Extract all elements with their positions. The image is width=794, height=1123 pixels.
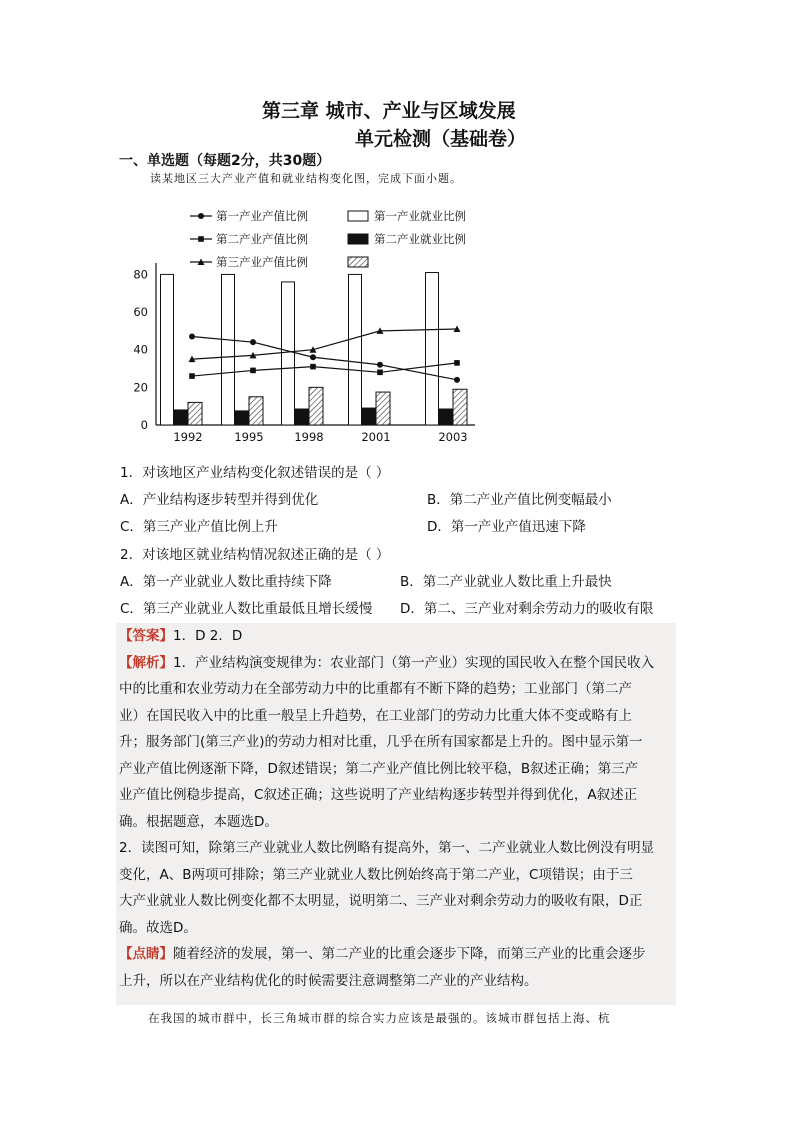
analysis-line: 大产业就业人数比例变化都不太明显，说明第二、三产业对剩余劳动力的吸收有限，D正 bbox=[119, 893, 643, 909]
y-tick-label: 60 bbox=[133, 305, 148, 320]
document-title-line1: 第三章 城市、产业与区域发展 bbox=[262, 100, 516, 122]
chart-legend bbox=[190, 209, 466, 269]
bar-mark bbox=[161, 274, 174, 425]
legend-bar-swatch bbox=[348, 234, 368, 244]
legend-label: 第一产业产值比例 bbox=[216, 209, 308, 223]
bar-mark bbox=[188, 402, 202, 425]
bar-mark bbox=[376, 392, 390, 425]
series-point bbox=[310, 364, 316, 370]
analysis-line: 业产值比例稳步提高，C叙述正确；这些说明了产业结构逐步转型并得到优化，A叙述正 bbox=[119, 787, 638, 803]
bar-mark bbox=[175, 410, 188, 425]
bar-mark bbox=[236, 411, 249, 425]
question-1-option-d[interactable]: D．第一产业产值迅速下降 bbox=[427, 519, 586, 535]
question-2-option-c[interactable]: C．第三产业就业人数比重最低且增长缓慢 bbox=[120, 601, 373, 617]
analysis-line: 升；服务部门(第三产业)的劳动力相对比重，几乎在所有国家都是上升的。图中显示第一 bbox=[119, 734, 643, 750]
series-point bbox=[250, 368, 256, 374]
bar-mark bbox=[453, 389, 467, 425]
legend-label: 第二产业产值比例 bbox=[216, 232, 308, 246]
legend-bar-swatch bbox=[348, 257, 368, 267]
question-2-option-a[interactable]: A．第一产业就业人数比重持续下降 bbox=[120, 574, 332, 590]
bar-mark bbox=[296, 409, 309, 425]
analysis-line: 确。故选D。 bbox=[119, 919, 197, 936]
bar-mark bbox=[282, 282, 295, 425]
series-point bbox=[310, 354, 316, 360]
y-tick-label: 80 bbox=[133, 267, 148, 282]
legend-marker-icon bbox=[198, 213, 204, 219]
document-title-line2: 单元检测（基础卷） bbox=[355, 128, 527, 150]
tip-label: 【点睛】 bbox=[119, 946, 173, 962]
series-point bbox=[189, 373, 195, 379]
legend-label: 第三产业产值比例 bbox=[216, 255, 308, 269]
analysis-line: 变化，A、B两项可排除；第三产业就业人数比例始终高于第二产业，C项错误；由于三 bbox=[119, 866, 633, 883]
bar-mark bbox=[363, 408, 376, 425]
analysis-line: 确。根据题意，本题选D。 bbox=[119, 813, 278, 830]
bar-mark bbox=[222, 274, 235, 425]
section-heading: 一、单选题（每题2分，共30题） bbox=[119, 153, 331, 169]
industry-structure-chart bbox=[120, 200, 500, 450]
analysis-line-1: 【解析】1．产业结构演变规律为：农业部门（第一产业）实现的国民收入在整个国民收入 bbox=[119, 654, 655, 671]
series-point bbox=[250, 339, 256, 345]
answer-label: 【答案】 bbox=[119, 628, 173, 644]
analysis-line: 中的比重和农业劳动力在全部劳动力中的比重都有不断下降的趋势；工业部门（第二产 bbox=[119, 681, 632, 697]
question-2-stem: 2．对该地区就业结构情况叙述正确的是（ ） bbox=[120, 547, 390, 563]
x-tick-label: 1995 bbox=[234, 430, 264, 444]
question-intro: 读某地区三大产业产值和就业结构变化图，完成下面小题。 bbox=[150, 172, 462, 185]
series-point bbox=[454, 377, 460, 383]
question-2-option-b[interactable]: B．第二产业就业人数比重上升最快 bbox=[400, 574, 612, 590]
chart-x-labels bbox=[173, 430, 467, 444]
answer-analysis-box bbox=[116, 623, 676, 1005]
tip-line-1: 【点睛】随着经济的发展，第一、第二产业的比重会逐步下降，而第三产业的比重会逐步 bbox=[119, 946, 646, 962]
question-1-option-a[interactable]: A．产业结构逐步转型并得到优化 bbox=[120, 492, 319, 508]
bar-mark bbox=[426, 273, 439, 425]
analysis-line: 产业产值比例逐渐下降，D叙述错误；第二产业产值比例比较平稳，B叙述正确；第三产 bbox=[119, 760, 639, 777]
answer-line bbox=[119, 623, 654, 650]
legend-bar-swatch bbox=[348, 211, 368, 221]
legend-label: 第二产业就业比例 bbox=[374, 232, 466, 246]
bar-mark bbox=[309, 387, 323, 425]
bar-mark bbox=[249, 397, 263, 425]
next-question-intro: 在我国的城市群中，长三角城市群的综合实力应该是最强的。该城市群包括上海、杭 bbox=[148, 1011, 611, 1025]
x-tick-label: 1998 bbox=[294, 430, 324, 444]
analysis-line: 业）在国民收入中的比重一般呈上升趋势，在工业部门的劳动力比重大体不变或略有上 bbox=[119, 707, 632, 724]
question-1-option-b[interactable]: B．第二产业产值比例变幅最小 bbox=[427, 492, 612, 508]
legend-marker-icon bbox=[198, 236, 204, 242]
y-tick-label: 40 bbox=[133, 342, 148, 357]
y-tick-label: 20 bbox=[133, 380, 148, 395]
analysis-label: 【解析】 bbox=[119, 654, 173, 671]
analysis-line: 2．读图可知，除第三产业就业人数比例略有提高外，第一、二产业就业人数比例没有明显 bbox=[119, 840, 655, 856]
y-tick-label: 0 bbox=[140, 418, 148, 432]
question-1-option-c[interactable]: C．第三产业产值比例上升 bbox=[120, 519, 278, 535]
series-point bbox=[377, 362, 383, 368]
series-point bbox=[189, 334, 195, 340]
answer-text: 1．D 2．D bbox=[173, 628, 243, 644]
legend-label: 第一产业就业比例 bbox=[374, 209, 466, 223]
x-tick-label: 2001 bbox=[361, 430, 391, 444]
series-point bbox=[454, 360, 460, 366]
series-point bbox=[377, 369, 383, 375]
bar-mark bbox=[349, 274, 362, 425]
bar-mark bbox=[440, 409, 453, 425]
question-1-stem: 1．对该地区产业结构变化叙述错误的是（ ） bbox=[120, 465, 390, 481]
question-2-option-d[interactable]: D．第二、三产业对剩余劳动力的吸收有限 bbox=[400, 601, 654, 617]
chart-axes bbox=[133, 263, 475, 432]
x-tick-label: 1992 bbox=[173, 430, 203, 444]
x-tick-label: 2003 bbox=[438, 430, 468, 444]
tip-line-2: 上升，所以在产业结构优化的时候需要注意调整第二产业的产业结构。 bbox=[119, 972, 538, 989]
